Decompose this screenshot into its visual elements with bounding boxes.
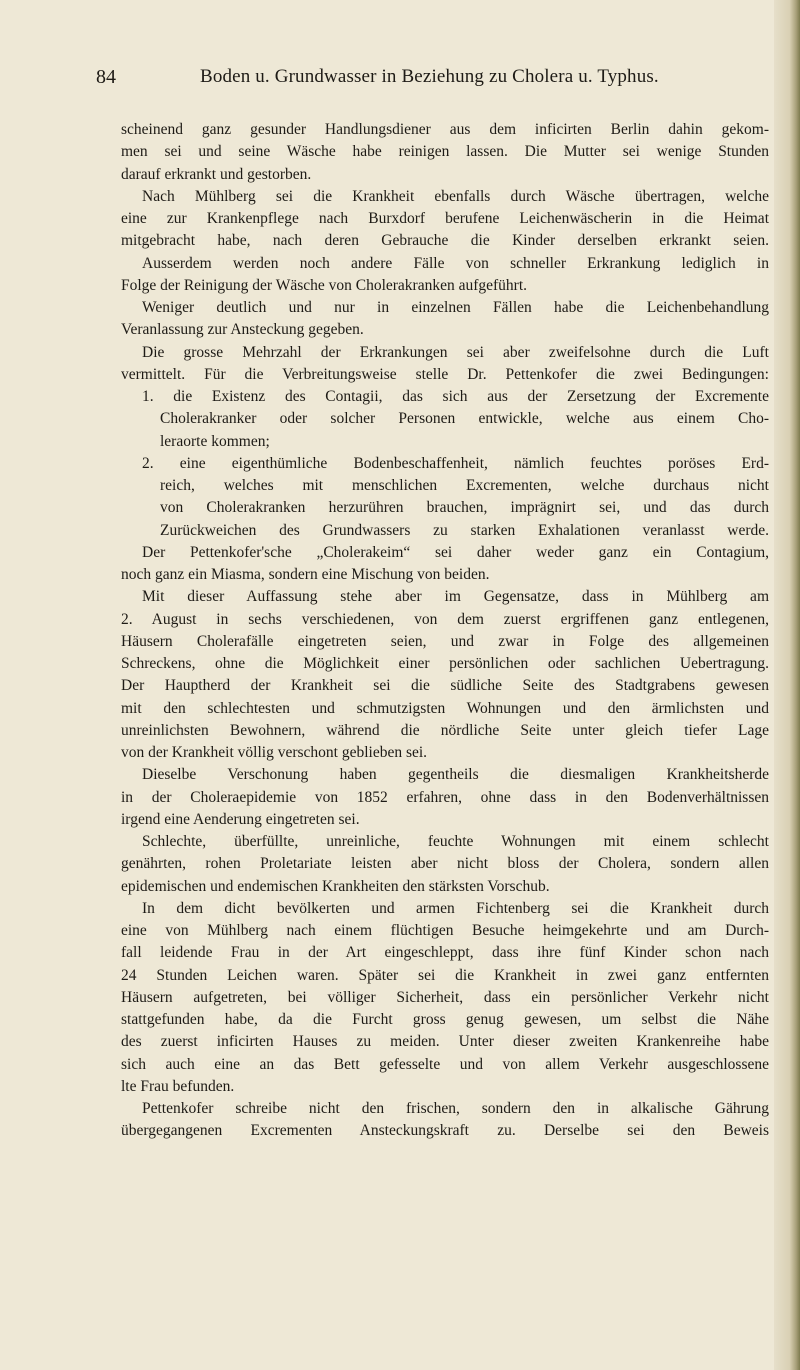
text-line: lte Frau befunden. [121,1077,235,1095]
text-line: Schreckens, ohne die Möglichkeit einer persönlichen oder sachlichen Uebertragung. [121,655,769,672]
running-title: Boden u. Grundwasser in Beziehung zu Cholera u. Typhus. [200,66,659,87]
text-line: eine von Mühlberg nach einem flüchtigen Besuche heimgekehrte und am Durch- [121,922,769,939]
text-line: übergegangenen Excrementen Ansteckungskraft zu. Derselbe sei den Beweis [121,1122,769,1140]
page-edge-shadow [774,0,800,1370]
text-line: Dieselbe Verschonung haben gegentheils die diesmaligen Krankheitsherde [142,766,769,784]
text-line: Pettenkofer schreibe nicht den frischen, sondern den in alkalische Gährung [142,1100,769,1117]
text-line: stattgefunden habe, da die Furcht gross genug gewesen, um selbst die Nähe [121,1011,769,1028]
text-line: In dem dicht bevölkerten und armen Fichtenberg sei die Krankheit durch [142,899,769,917]
text-line: Der Pettenkofer'sche „Cholerakeim“ sei daher weder ganz ein Contagium, [142,543,769,561]
text-line: von Cholerakranken herzurühren brauchen, imprägnirt sei, und das durch [160,499,769,517]
text-line: unreinlichsten Bewohnern, während die nördliche Seite unter gleich tiefer Lage [121,721,769,739]
text-line: Schlechte, überfüllte, unreinliche, feuchte Wohnungen mit einem schlecht [142,833,769,850]
text-line: 1. die Existenz des Contagii, das sich aus der Zersetzung der Excremente [142,388,769,405]
text-line: Der Hauptherd der Krankheit sei die südliche Seite des Stadtgrabens gewesen [121,677,769,695]
text-line: leraorte kommen; [160,432,270,450]
text-line: noch ganz ein Miasma, sondern eine Mischung von beiden. [121,566,490,583]
text-line: fall leidende Frau in der Art eingeschleppt, dass ihre fünf Kinder schon nach [121,944,769,962]
text-line: genährten, rohen Proletariate leisten aber nicht bloss der Cholera, sondern allen [121,855,769,873]
text-line: Folge der Reinigung der Wäsche von Cholerakranken aufgeführt. [121,276,528,294]
text-line: reich, welches mit menschlichen Excrementen, welche durchaus nicht [160,477,769,494]
text-line: Cholerakranker oder solcher Personen entwickle, welche aus einem Cho- [160,410,769,428]
text-line: Zurückweichen des Grundwassers zu starken Exhalationen veranlasst werde. [160,521,769,539]
text-line: Die grosse Mehrzahl der Erkrankungen sei aber zweifelsohne durch die Luft [142,343,769,361]
text-line: Veranlassung zur Ansteckung gegeben. [121,321,364,339]
text-line: 2. eine eigenthümliche Bodenbeschaffenheit, nämlich feuchtes poröses Erd- [142,454,769,472]
body-text [121,119,769,1143]
text-line: Weniger deutlich und nur in einzelnen Fällen habe die Leichenbehandlung [142,299,769,316]
text-line: Nach Mühlberg sei die Krankheit ebenfalls durch Wäsche übertragen, welche [142,187,769,205]
text-line: scheinend ganz gesunder Handlungsdiener aus dem inficirten Berlin dahin gekom- [121,121,769,138]
text-line: men sei und seine Wäsche habe reinigen lassen. Die Mutter sei wenige Stunden [121,143,769,161]
text-line: Häusern Cholerafälle eingetreten seien, und zwar in Folge des allgemeinen [121,632,769,650]
text-line: von der Krankheit völlig verschont geblieben sei. [121,744,428,761]
text-line: des zuerst inficirten Hauses zu meiden. Unter dieser zweiten Krankenreihe habe [121,1033,769,1051]
text-line: epidemischen und endemischen Krankheiten den stärksten Vorschub. [121,877,550,895]
text-line: in der Choleraepidemie von 1852 erfahren, ohne dass in den Bodenverhältnissen [121,788,769,806]
text-line: irgend eine Aenderung eingetreten sei. [121,810,360,828]
text-line: sich auch eine an das Bett gefesselte und von allem Verkehr ausgeschlossene [121,1055,769,1073]
text-line: darauf erkrankt und gestorben. [121,165,312,183]
text-line: Häusern aufgetreten, bei völliger Sicherheit, dass ein persönlicher Verkehr nicht [121,988,769,1006]
text-line: Ausserdem werden noch andere Fälle von schneller Erkrankung lediglich in [142,254,769,272]
text-line: vermittelt. Für die Verbreitungsweise stelle Dr. Pettenkofer die zwei Bedingungen: [121,365,769,383]
page-number: 84 [96,66,116,88]
text-line: eine zur Krankenpflege nach Burxdorf berufene Leichenwäscherin in die Heimat [121,210,769,227]
text-line: mit den schlechtesten und schmutzigsten Wohnungen und den ärmlichsten und [121,699,769,717]
text-line: 2. August in sechs verschiedenen, von dem zuerst ergriffenen ganz entlegenen, [121,610,769,628]
page-header [96,62,706,92]
text-line: mitgebracht habe, nach deren Gebrauche die Kinder derselben erkrankt seien. [121,232,769,250]
text-line: Mit dieser Auffassung stehe aber im Gegensatze, dass in Mühlberg am [142,588,769,606]
text-line: 24 Stunden Leichen waren. Später sei die Krankheit in zwei ganz entfernten [121,966,769,984]
